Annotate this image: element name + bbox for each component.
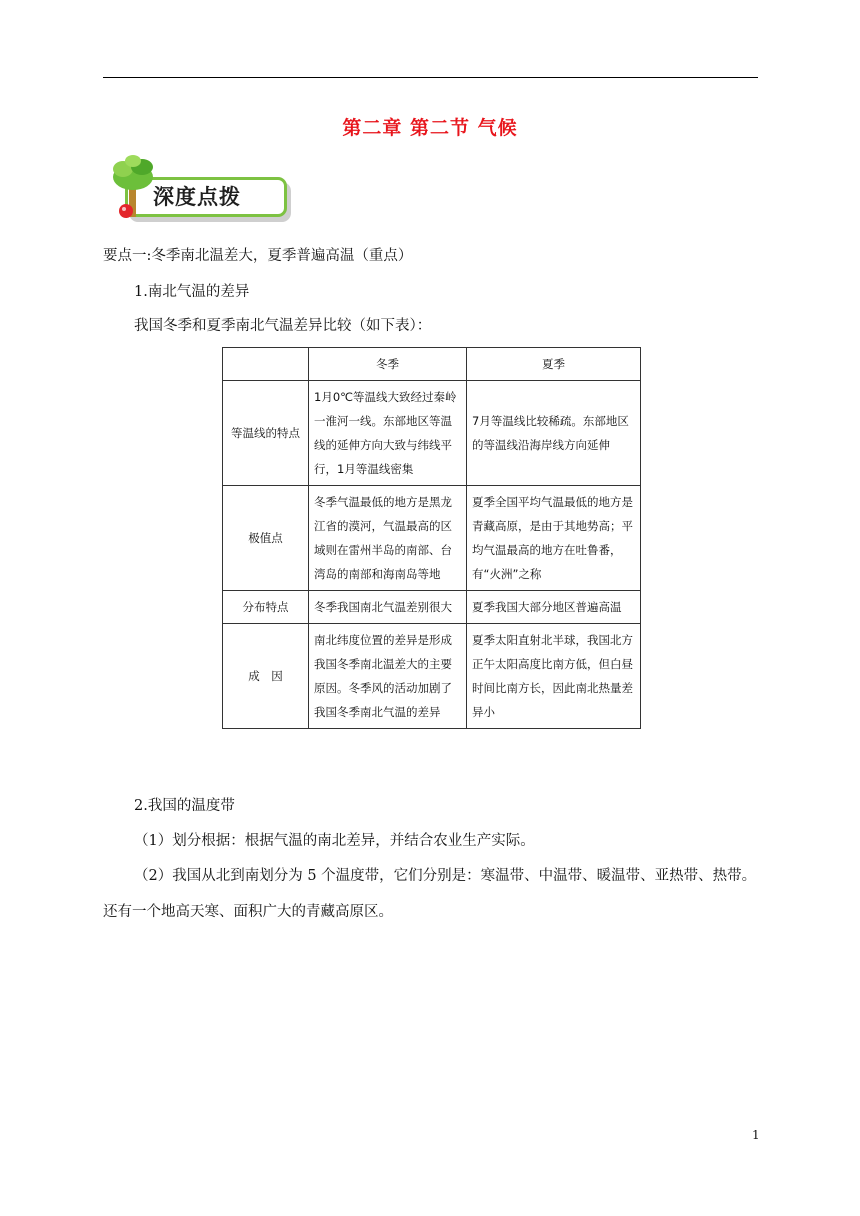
item2-text-line1: （2）我国从北到南划分为 5 个温度带，它们分别是：寒温带、中温带、暖温带、亚热带、热带。 [134,868,757,884]
item2-text-line2: 还有一个地高天寒、面积广大的青藏高原区。 [103,904,393,920]
table-row [223,381,641,486]
summer-cell: 夏季全国平均气温最低的地方是青藏高原，是由于其地势高；平均气温最高的地方在吐鲁番，有“火洲”之称 [467,486,641,591]
summer-cell: 7月等温线比较稀疏。东部地区的等温线沿海岸线方向延伸 [467,381,641,486]
table-row [223,591,641,624]
summer-cell: 夏季太阳直射北半球，我国北方正午太阳高度比南方低，但白昼时间比南方长，因此南北热量差异小 [467,624,641,729]
sub2-heading: 2.我国的温度带 [134,798,235,814]
point1-heading: 要点一:冬季南北温差大，夏季普遍高温（重点） [103,248,413,264]
sub1-heading: 1.南北气温的差异 [134,284,250,300]
summer-cell: 夏季我国大部分地区普遍高温 [467,591,641,624]
winter-cell: 1月0℃等温线大致经过秦岭一淮河一线。东部地区等温线的延伸方向大致与纬线平行，1月等温线密集 [309,381,467,486]
row-label: 等温线的特点 [223,381,309,486]
header-cell-empty [223,348,309,381]
winter-cell: 南北纬度位置的差异是形成我国冬季南北温差大的主要原因。冬季风的活动加剧了我国冬季南北气温的差异 [309,624,467,729]
winter-cell: 冬季我国南北气温差别很大 [309,591,467,624]
comparison-table [222,347,641,729]
header-cell-summer: 夏季 [467,348,641,381]
header-rule [103,77,758,78]
table-row [223,486,641,591]
winter-cell: 冬季气温最低的地方是黑龙江省的漠河，气温最高的区域则在雷州半岛的南部、台湾岛的南部和海南岛等地 [309,486,467,591]
page-title: 第二章 第二节 气候 [342,117,518,139]
table-intro: 我国冬季和夏季南北气温差异比较（如下表）： [134,318,432,334]
item1-text: （1）划分根据：根据气温的南北差异，并结合农业生产实际。 [134,833,535,849]
table-row [223,624,641,729]
row-label: 极值点 [223,486,309,591]
badge-label: 深度点拨 [153,185,241,209]
header-cell-winter: 冬季 [309,348,467,381]
row-label: 成 因 [223,624,309,729]
row-label: 分布特点 [223,591,309,624]
section-badge [105,155,290,227]
table-header-row [223,348,641,381]
page-number: 1 [752,1128,760,1142]
